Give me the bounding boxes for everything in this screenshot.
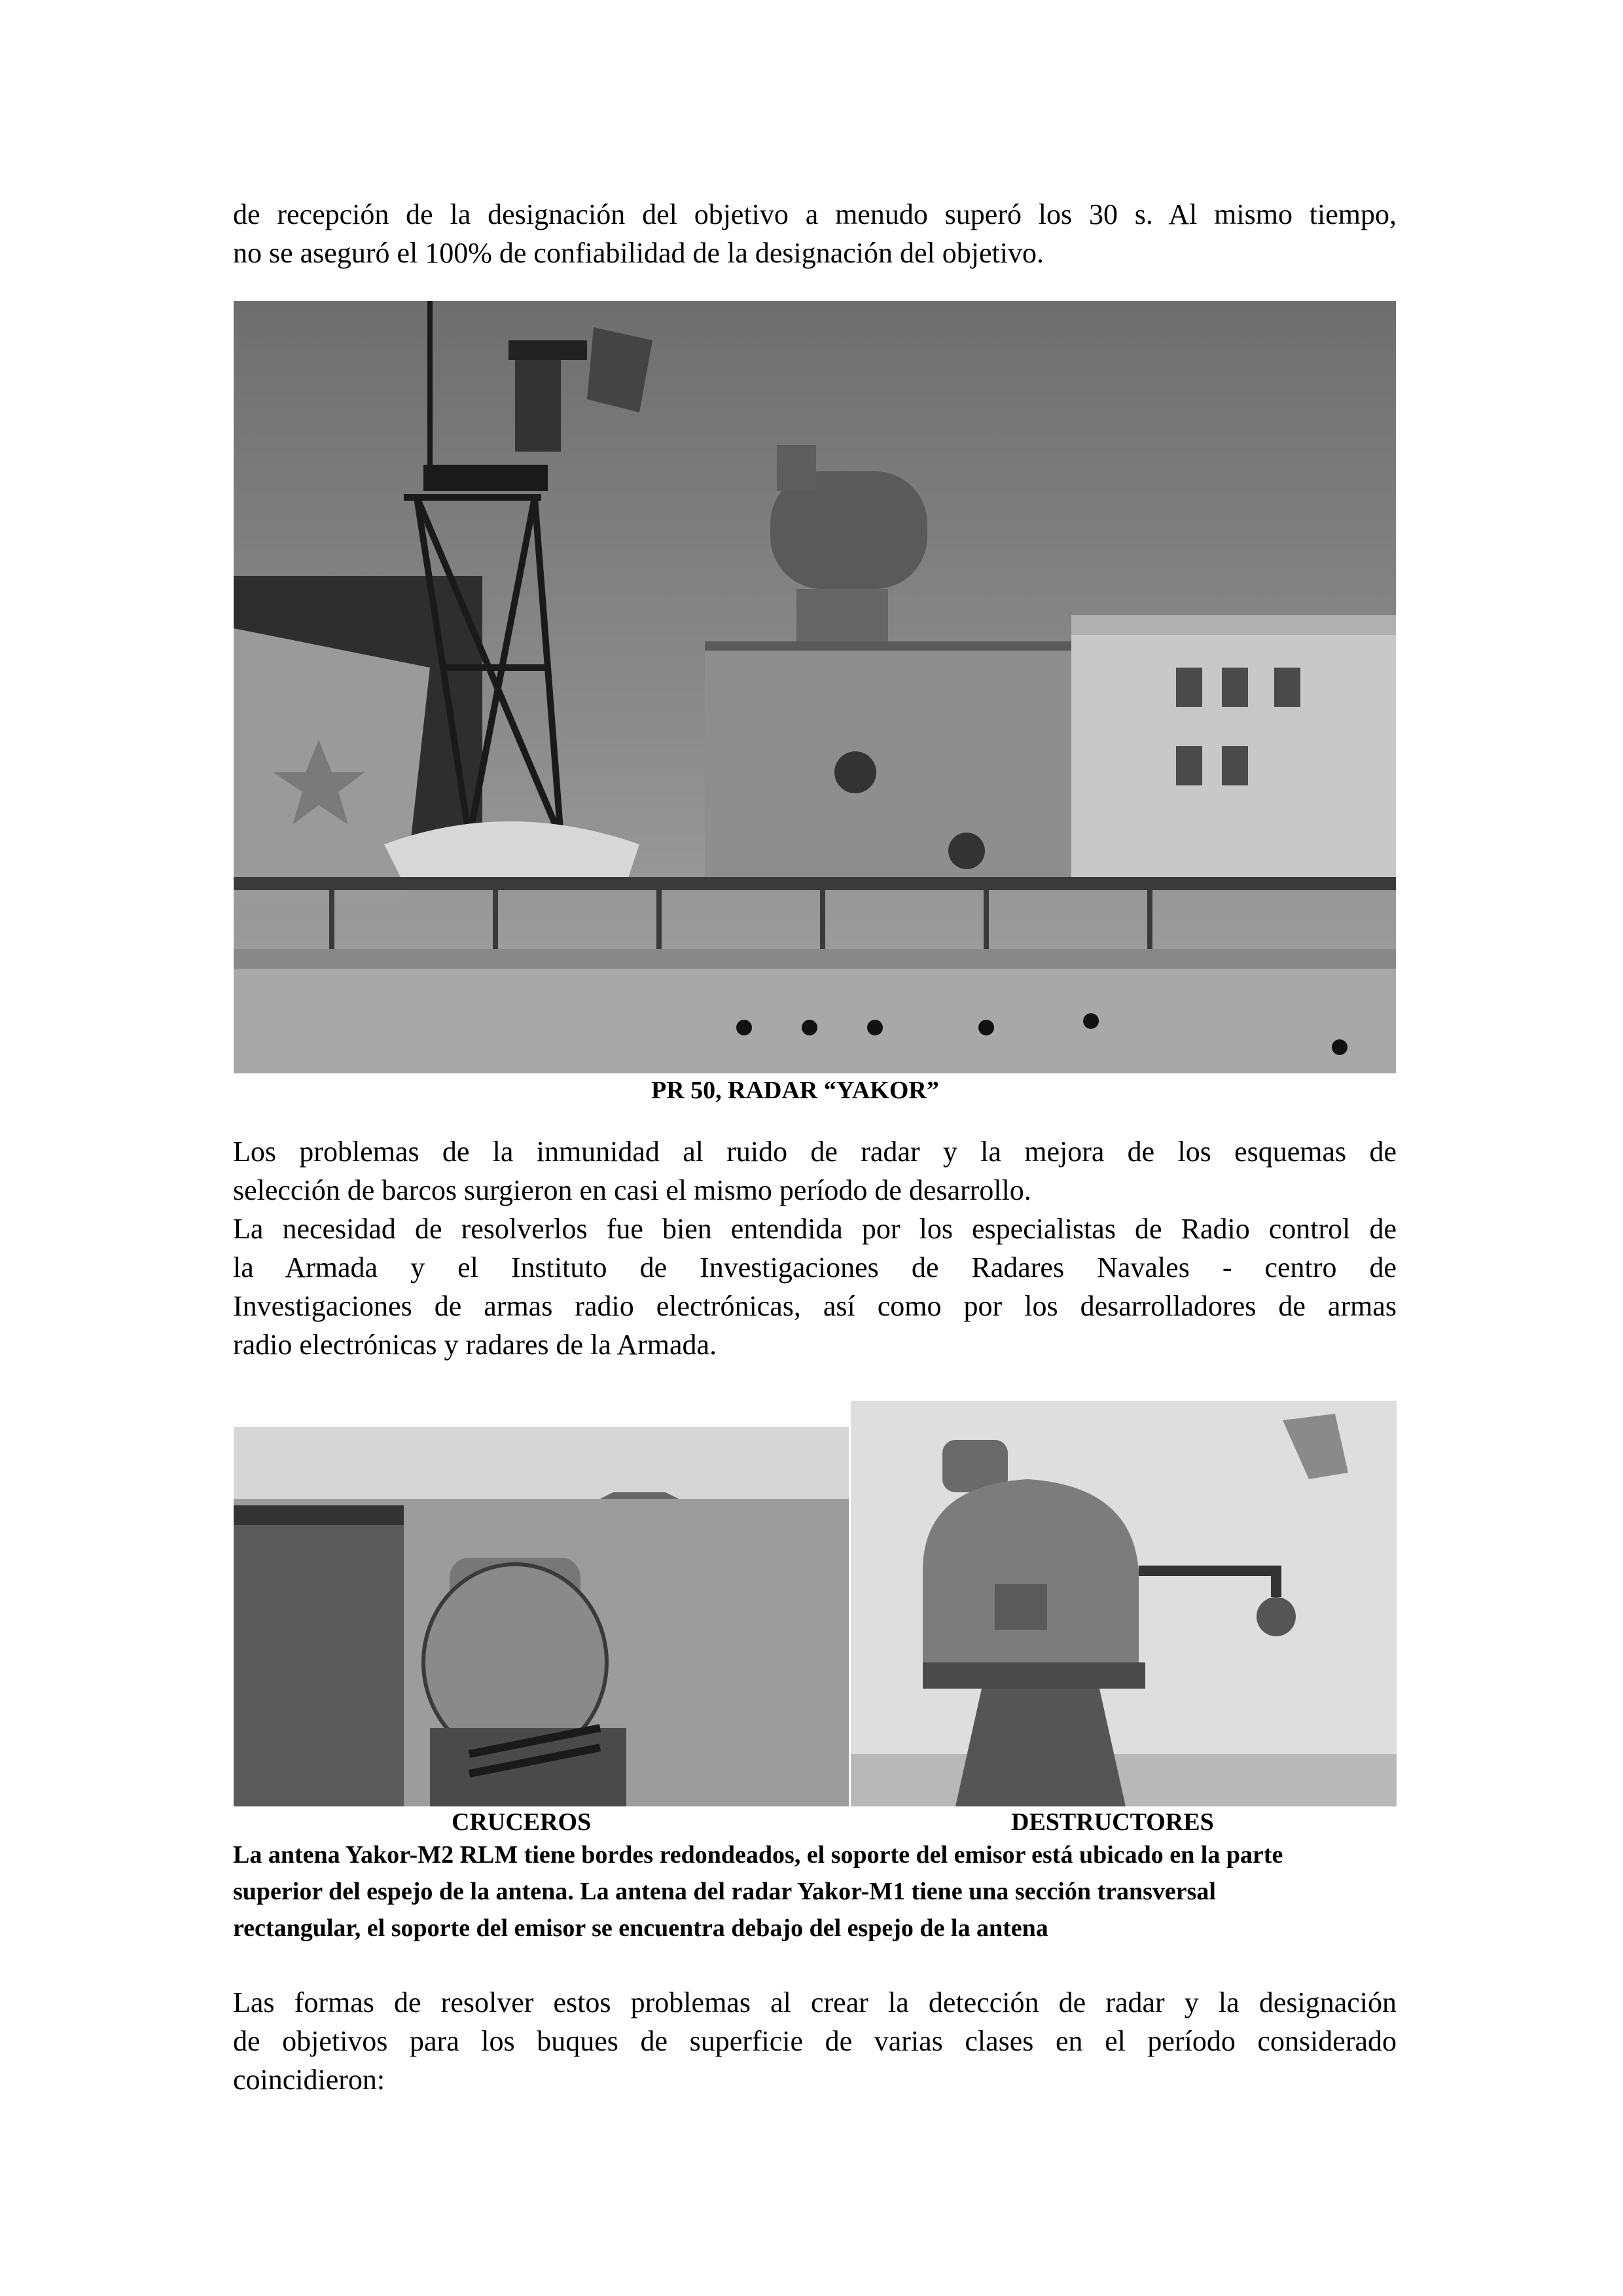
cruiser-antenna-photo xyxy=(234,1427,849,1806)
caption-line: rectangular, el soporte del emisor se encuentra debajo del espejo de la antena xyxy=(233,1914,1048,1942)
text-line: la Armada y el Instituto de Investigaciones de Radares Navales - centro de xyxy=(233,1251,1397,1283)
ways-paragraph xyxy=(233,1983,1397,2099)
text-line: radio electrónicas y radares de la Armada. xyxy=(233,1329,717,1361)
text-line: no se aseguró el 100% de confiabilidad de la designación del objetivo. xyxy=(233,237,1044,269)
antenna-comparison-caption xyxy=(233,1837,1404,1946)
text-line: de objetivos para los buques de superficie de varias clases en el período considerado xyxy=(233,2025,1397,2057)
text-line: Las formas de resolver estos problemas al crear la detección de radar y la designación xyxy=(233,1986,1397,2018)
figure-caption-top: PR 50, RADAR “YAKOR” xyxy=(651,1077,939,1104)
figure-caption-cruisers: CRUCEROS xyxy=(452,1808,592,1836)
text-line: de recepción de la designación del objetivo a menudo superó los 30 s. Al mismo tiempo, xyxy=(233,198,1397,230)
intro-paragraph xyxy=(233,195,1397,272)
figure-caption-destroyers: DESTRUCTORES xyxy=(1011,1808,1214,1836)
destroyer-antenna-photo xyxy=(851,1401,1397,1806)
text-line: La necesidad de resolverlos fue bien entendida por los especialistas de Radio control de xyxy=(233,1213,1397,1245)
caption-line: La antena Yakor-M2 RLM tiene bordes redondeados, el soporte del emisor está ubicado en la parte xyxy=(233,1841,1283,1869)
text-line: coincidieron: xyxy=(233,2064,385,2096)
caption-line: superior del espejo de la antena. La antena del radar Yakor-M1 tiene una sección transversal xyxy=(233,1878,1216,1905)
ship-radar-photo xyxy=(234,301,1396,1073)
problems-paragraph xyxy=(233,1132,1397,1210)
text-line: Los problemas de la inmunidad al ruido de radar y la mejora de los esquemas de xyxy=(233,1136,1397,1168)
text-line: Investigaciones de armas radio electrónicas, así como por los desarrolladores de armas xyxy=(233,1290,1397,1322)
need-paragraph xyxy=(233,1210,1397,1364)
text-line: selección de barcos surgieron en casi el mismo período de desarrollo. xyxy=(233,1174,1031,1206)
